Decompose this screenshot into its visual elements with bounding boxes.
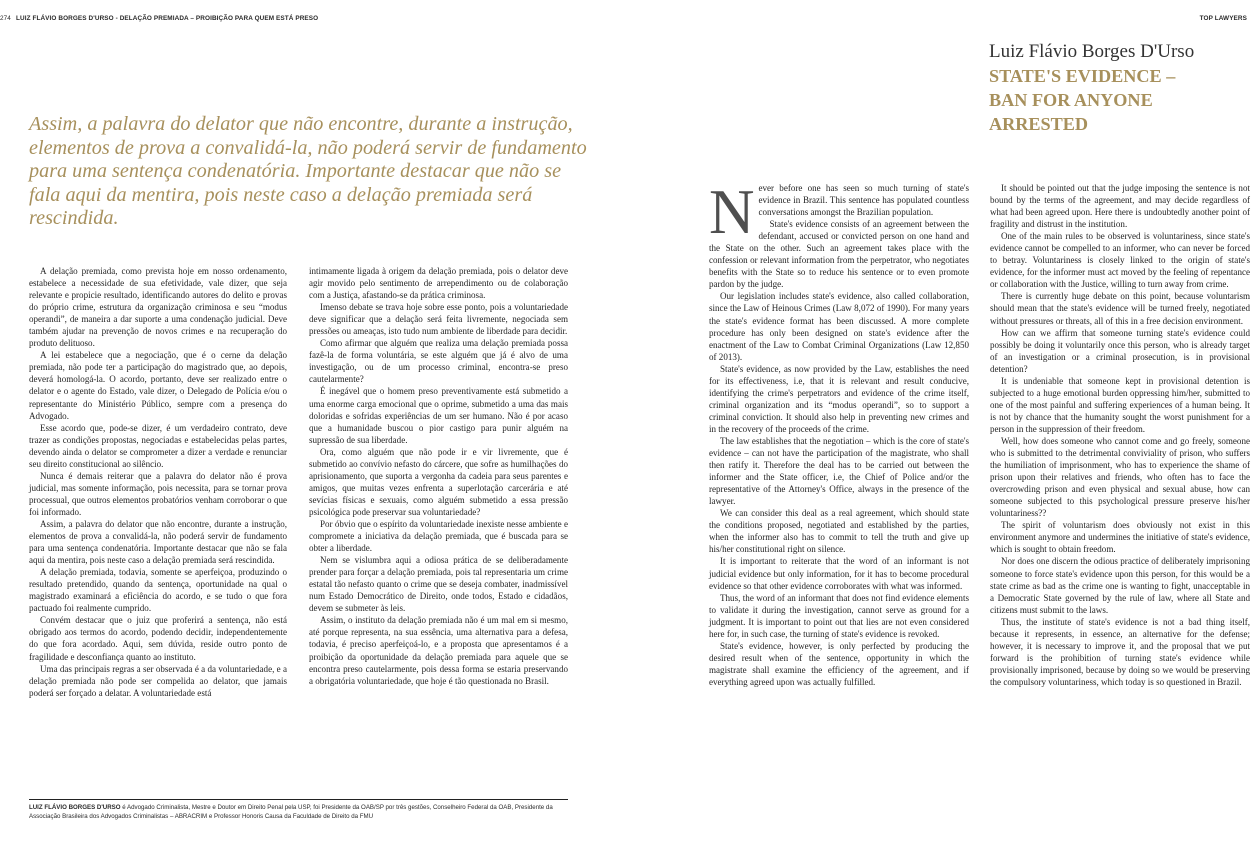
left-column-1: [29, 265, 287, 699]
paragraph: The spirit of voluntarism does obviously not exist in this environment anymore and undermines the initiative of state's evidence, which is sought to obtain freedom.: [990, 520, 1250, 555]
article-title-line: STATE'S EVIDENCE –: [989, 66, 1176, 86]
article-title-line: BAN FOR ANYONE: [989, 90, 1153, 111]
opening-text: ever before one has seen so much turning of state's evidence in Brazil. This sentence has populated countless conversations amongst the Brazilian population.: [758, 183, 969, 218]
paragraph: Esse acordo que, pode-se dizer, é um verdadeiro contrato, deve trazer as condições propostas, negociadas e estabelecidas pelas partes, devendo ainda o delator se comprometer a dizer a verdade e renunciar seu direito constitucional ao silêncio.: [29, 422, 287, 469]
bio-divider: [29, 799, 568, 800]
running-head-text: LUIZ FLÁVIO BORGES D'URSO - DELAÇÃO PREMIADA – PROIBIÇÃO PARA QUEM ESTÁ PRESO: [15, 15, 319, 22]
page-number: 274: [0, 15, 11, 22]
paragraph: The law establishes that the negotiation – which is the core of state's evidence – can not have the participation of the magistrate, who shall then ratify it. Therefore the deal has to be carried out between the informer and the State officer, i.e, the Chief of Police and/or the representative of the Attorney's Office, always in the presence of the lawyer.: [709, 435, 969, 507]
running-head-left: [0, 15, 318, 22]
paragraph: Assim, a palavra do delator que não encontre, durante a instrução, elementos de prova a convalidá-la, não poderá servir de fundamento para uma sentença condenatória. Importante destacar que não se fala aqui da mentira, pois neste caso a delação premiada será rescindida.: [29, 518, 287, 566]
author-bio: [29, 803, 574, 822]
paragraph: Nor does one discern the odious practice of deliberately imprisoning someone to force state's evidence upon this person, for this would be a state crime as bad as the crime one is wanting to fight, unacceptable in a Democratic State governed by the rule of law, where all State and citizens must submit to the laws.: [990, 556, 1250, 615]
right-page: [629, 0, 1259, 841]
paragraph: Well, how does someone who cannot come and go freely, someone who is submitted to the detrimental conviviality of prison, who suffers the humiliation of imprisonment, who has to experience the shame of prison upon their relatives and friends, who often has to face the overcrowding prison and even physical and sexual abuse, how can someone subjected to this psychological pressure preserve his/her voluntariness??: [990, 435, 1250, 519]
paragraph: Uma das principais regras a ser observada é a da voluntariedade, e a delação premiada não pode ser compelida ao delator, que jamais poderá ser forçado a delatar. A voluntariedade está: [29, 663, 287, 698]
paragraph: Ora, como alguém que não pode ir e vir livremente, que é submetido ao convívio nefasto do cárcere, que sofre as humilhações do aprisionamento, que suporta a vergonha da cadeia para seus parentes e amigos, que muitas vezes enfrenta a superlotação carcerária e até sevícias físicas e sexuais, como alguém submetido a essa pressão psicológica pode preservar sua voluntariedade?: [309, 446, 568, 517]
paragraph: Assim, o instituto da delação premiada não é um mal em si mesmo, até porque representa, na sua essência, uma alternativa para a defesa, todavia, é preciso aperfeiçoá-lo, e a proposta que apresentamos é a proibição da oportunidade da delação premiada para aquele que se encontra preso cautelarmente, pois dessa forma se estaria preservando a obrigatória voluntariedade, que hoje é tão questionada no Brasil.: [309, 615, 568, 686]
paragraph: Thus, the word of an informant that does not find evidence elements to validate it during the investigation, cannot serve as ground for a judgment. It is important to point out that lies are not even considered here for, in such case, the turning of state's evidence is revoked.: [709, 592, 969, 639]
paragraph: Convém destacar que o juiz que proferirá a sentença, não está obrigado aos termos do acordo, podendo decidir, independentemente do que fora acordado. Aqui, sem dúvida, reside outro ponto de fragilidade e desconfiança quanto ao instituto.: [29, 615, 287, 662]
paragraph: State's evidence, as now provided by the Law, establishes the need for its effectiveness, i.e, that it is relevant and result conducive, identifying the crime's perpetrators and evidence of the crime itself, criminal organization and its “modus operandi”, so to support a criminal conviction. It should also help in preventing new crimes and in the recovery of the proceeds of the crime.: [709, 363, 969, 434]
drop-cap: N: [709, 177, 755, 247]
paragraph: Por óbvio que o espírito da voluntariedade inexiste nesse ambiente e compromete a iniciativa da delação premiada, que é buscada para se obter a liberdade.: [309, 518, 568, 554]
right-column-2: [990, 182, 1250, 688]
running-head-right: TOP LAWYERS: [1199, 15, 1247, 22]
paragraph: É inegável que o homem preso preventivamente está submetido a uma enorme carga emocional que o oprime, submetido a uma das mais doloridas e sofridas experiências de um ser humano. Não é por acaso que a humanidade buscou o pior castigo para punir alguém na supressão de sua liberdade.: [309, 386, 568, 445]
paragraph: There is currently huge debate on this point, because voluntarism should mean that the state's evidence will be turned freely, negotiated without pressures or threats, all of this in a free decision environment.: [990, 291, 1250, 326]
paragraph: It should be pointed out that the judge imposing the sentence is not bound by the terms of the agreement, and may decide regardless of what had been agreed upon. Here there is undoubtedly another point of fragility and distrust in the institution.: [990, 183, 1250, 230]
paragraph: State's evidence consists of an agreement between the defendant, accused or convicted person on one hand and the State on the other. Such an agreement takes place with the confession or relevant information from the perpetrator, who negotiates benefits with the State so to reduce his sentence or to even promote pardon by the judge.: [709, 219, 969, 290]
paragraph: How can we affirm that someone turning state's evidence could possibly be doing it voluntarily once this person, who is already target of an investigation or a criminal prosecution, is in provisional detention?: [990, 327, 1250, 374]
paragraph: A lei estabelece que a negociação, que é o cerne da delação premiada, não pode ter a participação do magistrado que, ao depois, deverá homologá-la. O acordo, portanto, deve ser realizado entre o delator e o agente do Estado, vale dizer, o Delegado de Polícia e/ou o representante do Ministério Público, sempre com a presença do Advogado.: [29, 350, 287, 421]
paragraph: intimamente ligada à origem da delação premiada, pois o delator deve agir movido pelo sentimento de arrependimento ou de colaboração com a Justiça, afastando-se da prática criminosa.: [309, 266, 568, 301]
paragraph: Thus, the institute of state's evidence is not a bad thing itself, because it represents, in essence, an alternative for the defense; however, it is necessary to improve it, and the proposal that we put forward is the prohibition of turning state's evidence while provisionally imprisoned, because by doing so we would be preserving the compulsory voluntariness, which today is so questioned in Brazil.: [990, 616, 1250, 687]
bio-name: LUIZ FLÁVIO BORGES D'URSO: [29, 804, 121, 811]
paragraph: Imenso debate se trava hoje sobre esse ponto, pois a voluntariedade deve significar que a delação será feita livremente, negociada sem pressões ou ameaças, isto tudo num ambiente de liberdade para decidir.: [309, 302, 568, 337]
bio-text: é Advogado Criminalista, Mestre e Doutor em Direito Penal pela USP, foi Presidente da OAB/SP por três gestões, Conselheiro Federal da OAB, Presidente da Associação Brasileira dos Advogados Criminalistas – ABRACRIM e Professor Honoris Causa da Faculdade de Direito da FMU: [29, 804, 553, 821]
paragraph: We can consider this deal as a real agreement, which should state the conditions proposed, negotiated and established by the parties, when the informer also has to commit to tell the truth and give up his/her constitutional right on silence.: [709, 508, 969, 555]
paragraph: A delação premiada, como prevista hoje em nosso ordenamento, estabelece a necessidade de sua efetividade, vale dizer, que seja relevante e propicie resultado, identificando autores do delito e provas do próprio crime, estrutura da organização criminosa e seu “modus operandi”, de maneira a dar suporte a uma condenação judicial. Deve também ajudar na prevenção de novos crimes e na recuperação do produto delituoso.: [29, 266, 287, 349]
paragraph: It is important to reiterate that the word of an informant is not judicial evidence but only information, for it has to become procedural evidence so that other evidence corroborates with what was informed.: [709, 556, 969, 591]
paragraph: Nunca é demais reiterar que a palavra do delator não é prova judicial, mas somente informação, pois necessita, para se tornar prova processual, que outros elementos probatórios venham corroborar o que foi informado.: [29, 470, 287, 517]
paragraph: It is undeniable that someone kept in provisional detention is subjected to a huge emotional burden oppressing him/her, submitted to one of the most painful and suffering experiences of a human being. It is not by chance that the humanity sought the worst punishment for a person in the suppression of their freedom.: [990, 375, 1250, 434]
author-name: Luiz Flávio Borges D'Urso: [989, 41, 1195, 62]
paragraph: One of the main rules to be observed is voluntariness, since state's evidence cannot be compelled to an informer, who can never be forced to betray. Voluntariness is closely linked to the origin of state's evidence, for the informer must act moved by the feeling of repentance or collaboration with the Justice, willing to turn away from crime.: [990, 231, 1250, 290]
left-page: [0, 0, 629, 841]
paragraph: Nem se vislumbra aqui a odiosa prática de se deliberadamente prender para forçar a delação premiada, pois tal representaria um crime estatal tão nefasto quanto o crime que se deseja combater, inadmissível num Estado Democrático de Direito, onde todos, Estado e cidadãos, devem se submeter às leis.: [309, 555, 568, 614]
left-column-2: [309, 265, 568, 687]
right-column-1: [709, 177, 969, 688]
article-title-line: ARRESTED: [989, 114, 1089, 135]
paragraph: A delação premiada, todavia, somente se aperfeiçoa, produzindo o resultado pretendido, quando da sentença, oportunidade na qual o magistrado examinará a eficiência do acordo, e se tudo o que fora pactuado foi realmente cumprido.: [29, 567, 287, 614]
paragraph: Our legislation includes state's evidence, also called collaboration, since the Law of Heinous Crimes (Law 8,072 of 1990). For many years the state's evidence format has been discussed. A more complete procedure has only been designed on state's evidence after the enactment of the Law to Combat Criminal Organizations (Law 12,850 of 2013).: [709, 291, 969, 362]
pull-quote: Assim, a palavra do delator que não encontre, durante a instrução, elementos de prova a convalidá-la, não poderá servir de fundamento para uma sentença condenatória. Importante destacar que não se fala aqui da mentira, pois neste caso a delação premiada será rescindida.: [29, 113, 587, 229]
opening-paragraph: [709, 177, 969, 247]
paragraph: State's evidence, however, is only perfected by producing the desired result when of the sentence, opportunity in which the magistrate shall examine the efficiency of the agreement, and if everything agreed upon was actually fulfilled.: [709, 640, 969, 687]
title-block: [989, 40, 1254, 137]
paragraph: Como afirmar que alguém que realiza uma delação premiada possa fazê-la de forma voluntária, se este alguém que já é alvo de uma investigação, ou de um processo criminal, encontra-se preso cautelarmente?: [309, 338, 568, 385]
